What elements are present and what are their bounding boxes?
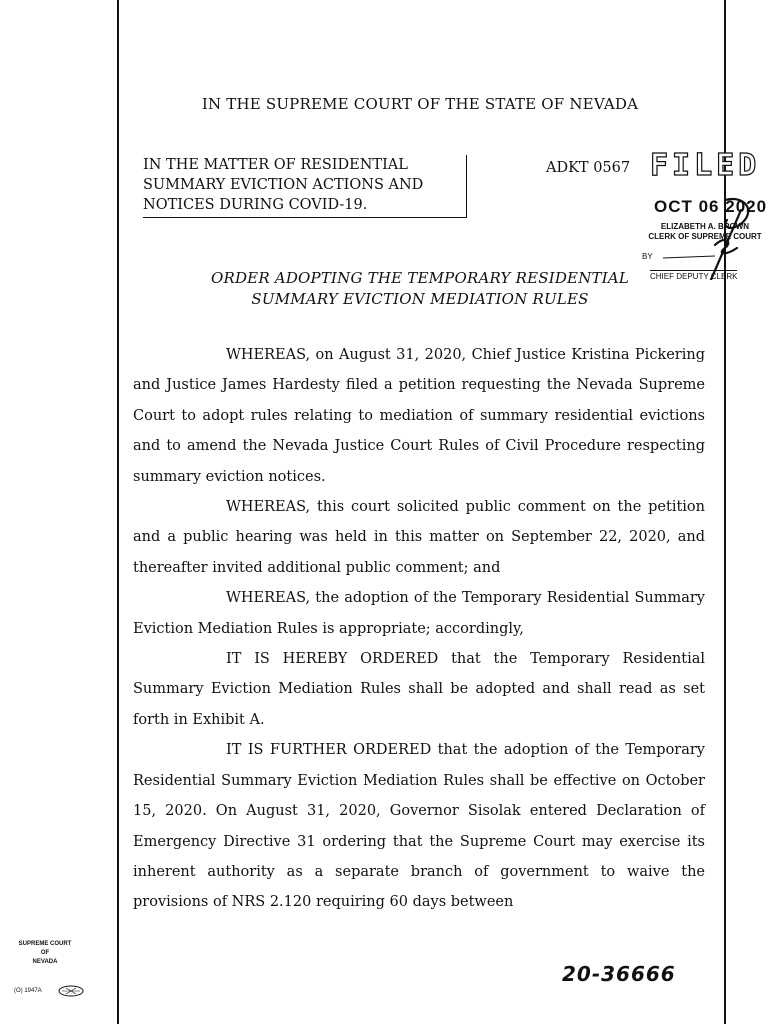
body-paragraph: IT IS HEREBY ORDERED that the Temporary Residential Summary Eviction Mediation Rules shall be adopted and shall read as set forth in Exhibit A.	[133, 651, 705, 728]
left-margin-line	[117, 0, 119, 1024]
seal-icon	[58, 985, 84, 997]
filed-stamp: FILED	[650, 148, 761, 183]
body-paragraph: WHEREAS, this court solicited public comment on the petition and a public hearing was held in this matter on September 22, 2020, and thereafter invited additional public comment; and	[133, 499, 705, 576]
clerk-name: ELIZABETH A. BROWN	[660, 222, 750, 231]
supreme-court-stamp	[10, 940, 80, 967]
order-title-line: ORDER ADOPTING THE TEMPORARY RESIDENTIAL	[210, 269, 630, 287]
stamp-line: SUPREME COURT	[18, 941, 72, 947]
by-label: BY	[642, 252, 653, 261]
deputy-clerk-label: CHIEF DEPUTY CLERK	[650, 272, 738, 281]
body-paragraph: WHEREAS, the adoption of the Temporary Residential Summary Eviction Mediation Rules is appropriate; accordingly,	[133, 590, 705, 637]
document-number: 20-36666	[562, 962, 676, 986]
body-paragraph: IT IS FURTHER ORDERED that the adoption of the Temporary Residential Summary Eviction Mediation Rules shall be effective on October 15, 2020. On August 31, 2020, Governor Sisolak entered Declaration of Emergency Directive 31 ordering that the Supreme Court may exercise its inherent authority as a separate branch of government to waive the provisions of NRS 2.120 requiring 60 days between	[133, 742, 705, 911]
order-title	[130, 268, 710, 310]
filed-date: OCT 06 2020	[654, 197, 768, 216]
caption-line: SUMMARY EVICTION ACTIONS AND	[143, 177, 424, 193]
court-heading: IN THE SUPREME COURT OF THE STATE OF NEVADA	[201, 95, 639, 113]
caption-line: NOTICES DURING COVID-19.	[143, 197, 368, 213]
order-title-line: SUMMARY EVICTION MEDIATION RULES	[251, 290, 589, 308]
clerk-title: CLERK OF SUPREME COURT	[648, 232, 762, 241]
case-caption	[143, 155, 467, 218]
body-paragraph: WHEREAS, on August 31, 2020, Chief Justice Kristina Pickering and Justice James Hardesty filed a petition requesting the Nevada Supreme Court to adopt rules relating to mediation of summary residential evictions and to amend the Nevada Justice Court Rules of Civil Procedure respecting summary eviction notices.	[133, 347, 705, 485]
caption-line: IN THE MATTER OF RESIDENTIAL	[143, 157, 408, 173]
form-number: (O) 1947A	[14, 988, 42, 994]
stamp-line: OF	[40, 950, 50, 956]
stamp-line: NEVADA	[32, 959, 58, 965]
order-body	[133, 340, 705, 918]
deputy-signature	[654, 190, 768, 280]
docket-number: ADKT 0567	[546, 160, 631, 176]
